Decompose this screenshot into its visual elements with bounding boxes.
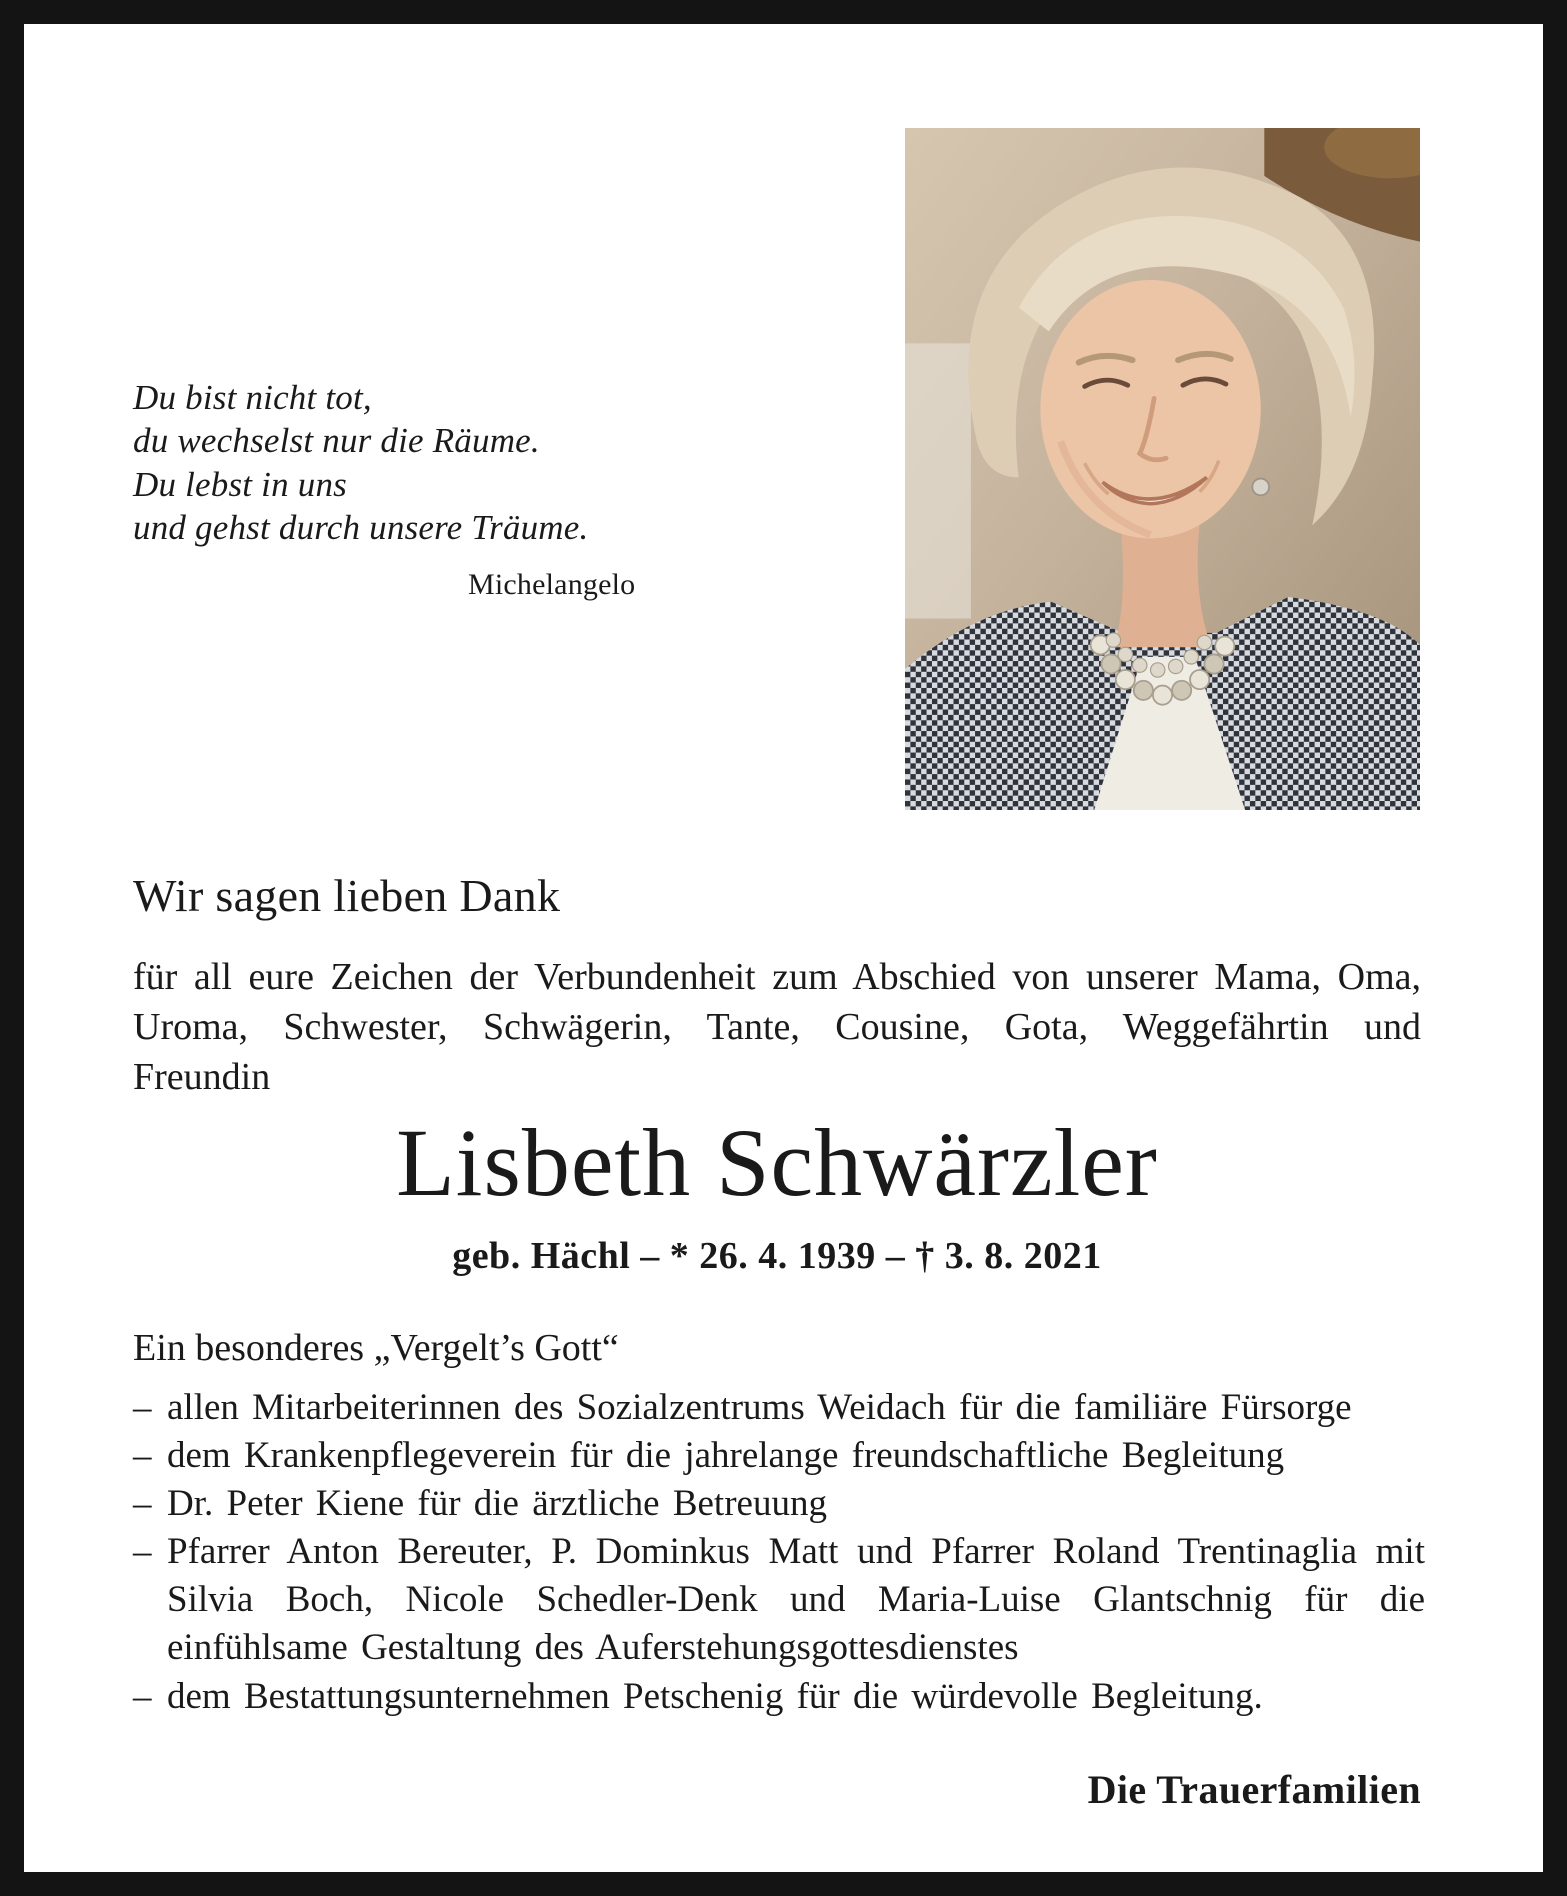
list-item	[133, 1384, 1425, 1432]
poem-attribution: Michelangelo	[468, 567, 636, 601]
list-marker: –	[133, 1483, 152, 1525]
poem-line: und gehst durch unsere Träume.	[133, 508, 589, 548]
portrait-photo	[905, 128, 1420, 810]
memorial-poem	[133, 376, 635, 603]
life-dates: geb. Hächl – * 26. 4. 1939 – † 3. 8. 2021	[452, 1234, 1102, 1277]
list-item-text: dem Bestattungsunternehmen Petschenig für die würdevolle Begleitung.	[167, 1675, 1263, 1717]
list-item-text: Pfarrer Anton Bereuter, P. Dominkus Matt und Pfarrer Roland Trentinaglia mit Silvia Boch, Nicole Schedler-Denk und Maria-Luise Glantschnig für die einfühlsame Gestaltung des Auferstehungsgottesdienstes	[167, 1531, 1425, 1669]
list-marker: –	[133, 1531, 152, 1573]
special-thanks-heading: Ein besonderes „Vergelt’s Gott“	[133, 1327, 619, 1369]
thanks-list	[133, 1384, 1425, 1721]
list-item	[133, 1480, 1425, 1528]
list-item-text: allen Mitarbeiterinnen des Sozialzentrums Weidach für die familiäre Fürsorge	[167, 1387, 1352, 1428]
list-marker: –	[133, 1435, 152, 1477]
list-item	[133, 1432, 1425, 1480]
list-item-text: Dr. Peter Kiene für die ärztliche Betreuung	[167, 1483, 827, 1525]
signature: Die Trauerfamilien	[1087, 1767, 1421, 1812]
poem-line: Du lebst in uns	[133, 464, 347, 504]
intro-paragraph: für all eure Zeichen der Verbundenheit zum Abschied von unserer Mama, Oma, Uroma, Schwester, Schwägerin, Tante, Cousine, Gota, Weggefährtin und Freundin	[133, 956, 1421, 1099]
portrait-illustration	[905, 128, 1420, 810]
list-item-text: dem Krankenpflegeverein für die jahrelange freundschaftliche Begleitung	[167, 1435, 1285, 1477]
list-item	[133, 1528, 1425, 1672]
poem-line: Du bist nicht tot,	[133, 378, 372, 417]
thanks-heading: Wir sagen lieben Dank	[133, 870, 561, 921]
poem-line: du wechselst nur die Räume.	[133, 421, 540, 461]
deceased-name: Lisbeth Schwärzler	[396, 1109, 1158, 1216]
name-block	[133, 1110, 1421, 1278]
list-item	[133, 1673, 1425, 1721]
list-marker: –	[133, 1675, 152, 1717]
list-marker: –	[133, 1387, 152, 1428]
